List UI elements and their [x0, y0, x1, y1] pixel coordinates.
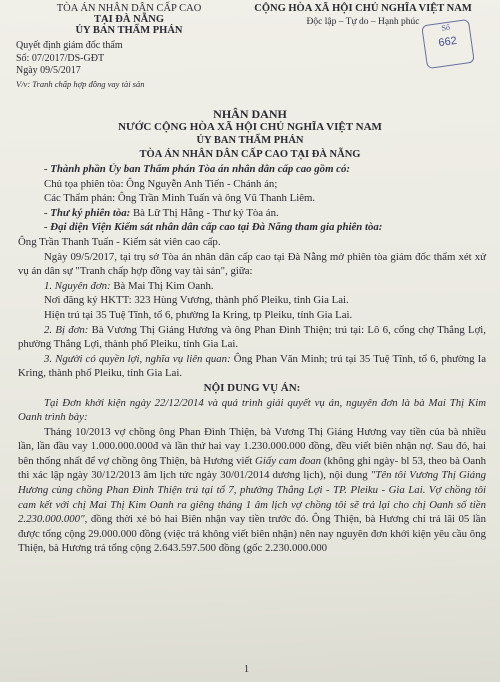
motto: Độc lập – Tự do – Hạnh phúc	[306, 17, 420, 27]
document-body	[18, 162, 486, 556]
intro-paragraph: Tại Đơn khởi kiện ngày 22/12/2014 và quá trình giải quyết vụ án, nguyên đơn là bà Mai Thị Kim Oanh trình bày:	[18, 396, 486, 424]
procuracy-line: Ông Trần Thanh Tuấn - Kiểm sát viên cao cấp.	[18, 235, 221, 248]
decision-subject: V/v: Tranh chấp hợp đồng vay tài sản	[16, 78, 145, 89]
title-court: TÒA ÁN NHÂN DÂN CẤP CAO TẠI ĐÀ NẴNG	[139, 149, 361, 160]
composition-label: - Thành phần Ủy ban Thẩm phán Tòa án nhân dân cấp cao gồm có:	[44, 163, 350, 175]
session-paragraph: Ngày 09/5/2017, tại trụ sở Tòa án nhân dân cấp cao tại Đà Nẵng mở phiên tòa giám đốc thẩm xét xử vụ án dân sự "Tranh chấp hợp đồng vay tài sản", giữa:	[18, 250, 486, 278]
title-republic: NƯỚC CỘNG HÒA XÃ HỘI CHỦ NGHĨA VIỆT NAM	[118, 121, 382, 133]
clerk-line: - Thư ký phiên tòa: Bà Lữ Thị Hằng - Thư ký Tòa án.	[44, 206, 279, 219]
case-content-paragraph: Tháng 10/2013 vợ chồng ông Phan Đình Thiện, bà Vương Thị Giáng Hương vay tiền của bà nhiều lần, lần đầu vay 1.000.000.000đ và lần thứ hai vay 1.230.000.000 đồng, đều viết biên nhận nợ. Sau đó, hai bên thống nhất để vợ chồng ông Thiện, bà Hương viết Giấy cam đoan (không ghi ngày- bl 53, theo bà Oanh thì xác lập ngày 30/12/2013 âm lịch tức ngày 30/01/2014 dương lịch), nội dung "Tên tôi Vương Thị Giáng Hương cùng chồng Phan Đình Thiện trú tại tổ 7, phường Thắng Lợi - TP. Pleiku - Gia Lai. Vợ chồng tôi cam kết với chị Mai Thị Kim Oanh ra giêng tháng 1 âm lịch vợ chồng tôi sẽ trả lại cho chị Oanh số tiền 2.230.000.000", đồng thời xé bỏ hai Biên nhận vay tiền trước đó. Ông Thiện, bà Hương chỉ trả lãi 05 lần được tổng cộng 29.000.000 đồng (việc trả không viết biên nhận) nên nay nguyên đơn khởi kiện yêu cầu ông Thiện, bà Hương trả tổng cộng 2.643.597.500 đồng (gốc 2.230.000.000	[18, 425, 486, 555]
section-heading: NỘI DUNG VỤ ÁN:	[203, 381, 301, 394]
judges-line: Các Thẩm phán: Ông Trần Minh Tuấn và ông Vũ Thanh Liêm.	[44, 192, 316, 205]
court-location: TẠI ĐÀ NẴNG	[93, 14, 164, 25]
court-name: TÒA ÁN NHÂN DÂN CẤP CAO	[56, 3, 202, 14]
country-name: CỘNG HÒA XÃ HỘI CHỦ NGHĨA VIỆT NAM	[254, 3, 472, 14]
title-in-name: NHÂN DANH	[213, 107, 287, 121]
plaintiff-registration: Nơi đăng ký HKTT: 323 Hùng Vương, thành phố Pleiku, tỉnh Gia Lai.	[44, 294, 349, 307]
related-party-paragraph: 3. Người có quyền lợi, nghĩa vụ liên quan: Ông Phan Văn Minh; trú tại 35 Tuệ Tĩnh, tổ 6, phường Ia Kring, thành phố Pleiku, tỉnh Gia Lai.	[18, 352, 486, 380]
committee-name: ỦY BAN THẨM PHÁN	[75, 25, 183, 36]
title-committee: ỦY BAN THẨM PHÁN	[196, 135, 304, 146]
chair-line: Chủ tọa phiên tòa: Ông Nguyễn Anh Tiến - Chánh án;	[44, 177, 278, 190]
received-stamp: Số 662	[421, 19, 475, 69]
issuing-authority	[34, 3, 224, 36]
decision-meta	[16, 40, 216, 90]
stamp-number: 662	[437, 34, 458, 50]
procuracy-label: - Đại diện Viện Kiểm sát nhân dân cấp cao tại Đà Nẵng tham gia phiên tòa:	[44, 221, 383, 234]
page-number: 1	[244, 664, 249, 675]
plaintiff-line: 1. Nguyên đơn: Bà Mai Thị Kim Oanh.	[44, 279, 214, 292]
decision-type: Quyết định giám đốc thẩm	[16, 40, 123, 51]
plaintiff-address: Hiện trú tại 35 Tuệ Tĩnh, tổ 6, phường Ia Kring, tp Pleiku, tỉnh Gia Lai.	[44, 308, 353, 321]
defendant-paragraph: 2. Bị đơn: Bà Vương Thị Giáng Hương và ông Phan Đình Thiện; trú tại: Lô 6, cổng chợ Thắng Lợi, phường Thắng Lợi, thành phố Pleiku, tỉnh Gia Lai.	[18, 323, 486, 351]
decision-date: Ngày 09/5/2017	[16, 65, 81, 76]
decision-number: Số: 07/2017/DS-GĐT	[16, 52, 105, 64]
